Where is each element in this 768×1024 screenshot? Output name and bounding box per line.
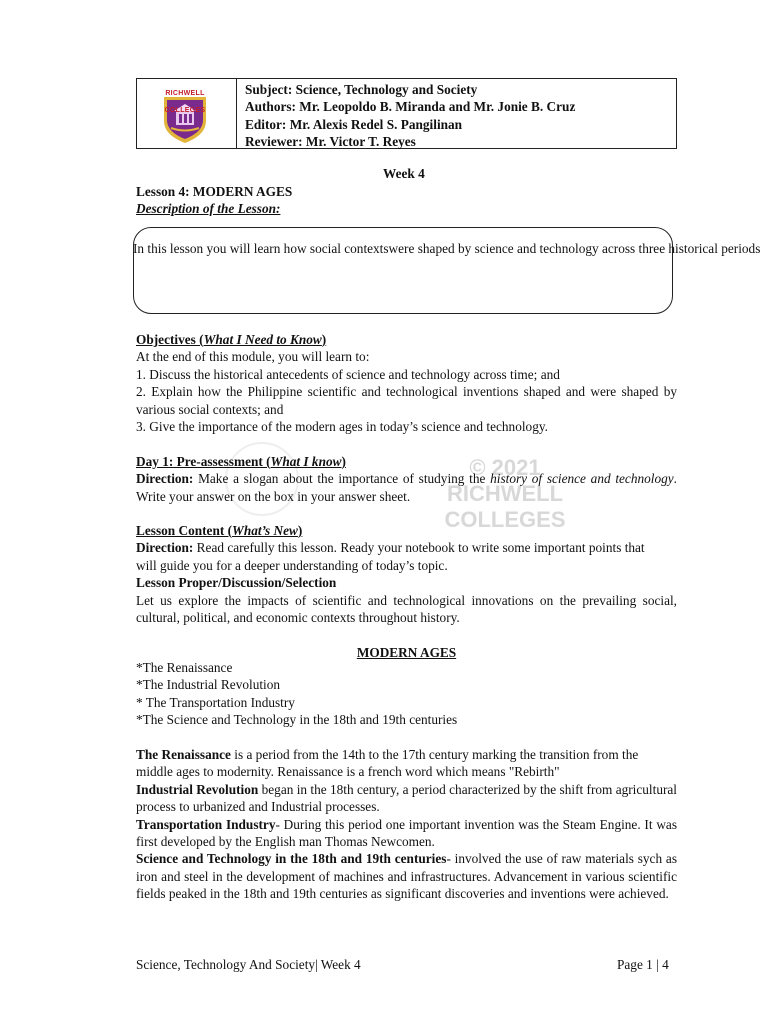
lesson-content-section bbox=[136, 522, 677, 626]
objectives-section bbox=[136, 331, 677, 435]
richwell-logo bbox=[152, 83, 218, 145]
watermark-year: © 2021 bbox=[469, 455, 541, 480]
objectives-heading: Objectives (What I Need to Know) bbox=[136, 332, 327, 347]
day1-heading: Day 1: Pre-assessment (What I know) bbox=[136, 454, 346, 469]
lesson-title: Lesson 4: MODERN AGES bbox=[136, 184, 293, 199]
objectives-intro: At the end of this module, you will learn to: bbox=[136, 349, 370, 365]
day1-direction: Direction: Make a slogan about the importance of studying the history of science and technology. Write your answer on the box in your answer sheet. bbox=[136, 471, 677, 504]
transport-definition: Transportation Industry- During this period one important invention was the Steam Engine. It was first developed by the English man Thomas Newcomen. bbox=[136, 816, 677, 850]
header-divider bbox=[236, 79, 237, 148]
header-info bbox=[245, 81, 575, 151]
header-editor: Editor: Mr. Alexis Redel S. Pangilinan bbox=[245, 116, 463, 132]
watermark-org: RICHWELL COLLEGES bbox=[444, 481, 566, 532]
renaissance-definition: The Renaissance is a period from the 14th to the 17th century marking the transition from the middle ages to modernity. Renaissance is a french word which means "Rebirth" bbox=[136, 747, 639, 780]
header-table bbox=[136, 78, 677, 149]
header-subject: Subject: Science, Technology and Society bbox=[245, 82, 478, 97]
list-item: *The Industrial Revolution bbox=[136, 677, 281, 693]
list-item: *The Renaissance bbox=[136, 660, 233, 675]
logo-text: RICHWELL COLLEGES bbox=[164, 90, 206, 115]
industrial-definition: Industrial Revolution began in the 18th century, a period characterized by the shift from agricultural process to urbanized and Industrial processes. bbox=[136, 781, 677, 815]
description-text: In this lesson you will learn how social contextswere shaped by science and technology across three historical periods bbox=[133, 241, 761, 256]
objective-item-1: 1. Discuss the historical antecedents of science and technology across time; and bbox=[136, 366, 560, 382]
day1-section bbox=[136, 453, 677, 505]
lesson-proper-text: Let us explore the impacts of scientific and technological innovations on the prevailing social, cultural, political, and economic contexts throughout history. bbox=[136, 592, 677, 626]
week-label: Week 4 bbox=[383, 166, 425, 181]
objective-item-2: 2. Explain how the Philippine scientific and technological inventions shaped and were shaped by various social contexts; and bbox=[136, 384, 677, 417]
footer-title: Science, Technology And Society| Week 4 bbox=[136, 957, 361, 972]
modern-ages-list bbox=[136, 659, 677, 729]
header-reviewer: Reviewer: Mr. Victor T. Reyes bbox=[245, 134, 416, 150]
lesson-content-direction: Direction: Read carefully this lesson. Ready your notebook to write some important points that will guide you for a deeper understanding of today’s topic. bbox=[136, 540, 645, 573]
modern-ages-heading: MODERN AGES bbox=[356, 645, 457, 660]
scitech-definition: Science and Technology in the 18th and 19th centuries- involved the use of raw materials sych as iron and steel in the development of machines and infrastructures. Advancement in various scientific fields peaked in the 18th and 19th centuries as significant discoveries and inventions were achieved. bbox=[136, 851, 677, 902]
list-item: *The Science and Technology in the 18th and 19th centuries bbox=[136, 712, 458, 728]
list-item: * The Transportation Industry bbox=[136, 694, 295, 710]
page-number: Page 1 | 4 bbox=[617, 957, 669, 972]
lesson-proper-heading: Lesson Proper/Discussion/Selection bbox=[136, 575, 337, 591]
header-authors: Authors: Mr. Leopoldo B. Miranda and Mr. Jonie B. Cruz bbox=[245, 99, 576, 115]
definitions-section bbox=[136, 746, 677, 903]
lesson-content-heading: Lesson Content (What’s New) bbox=[136, 523, 303, 538]
description-heading: Description of the Lesson: bbox=[136, 201, 281, 216]
objective-item-3: 3. Give the importance of the modern ages in today’s science and technology. bbox=[136, 419, 548, 435]
